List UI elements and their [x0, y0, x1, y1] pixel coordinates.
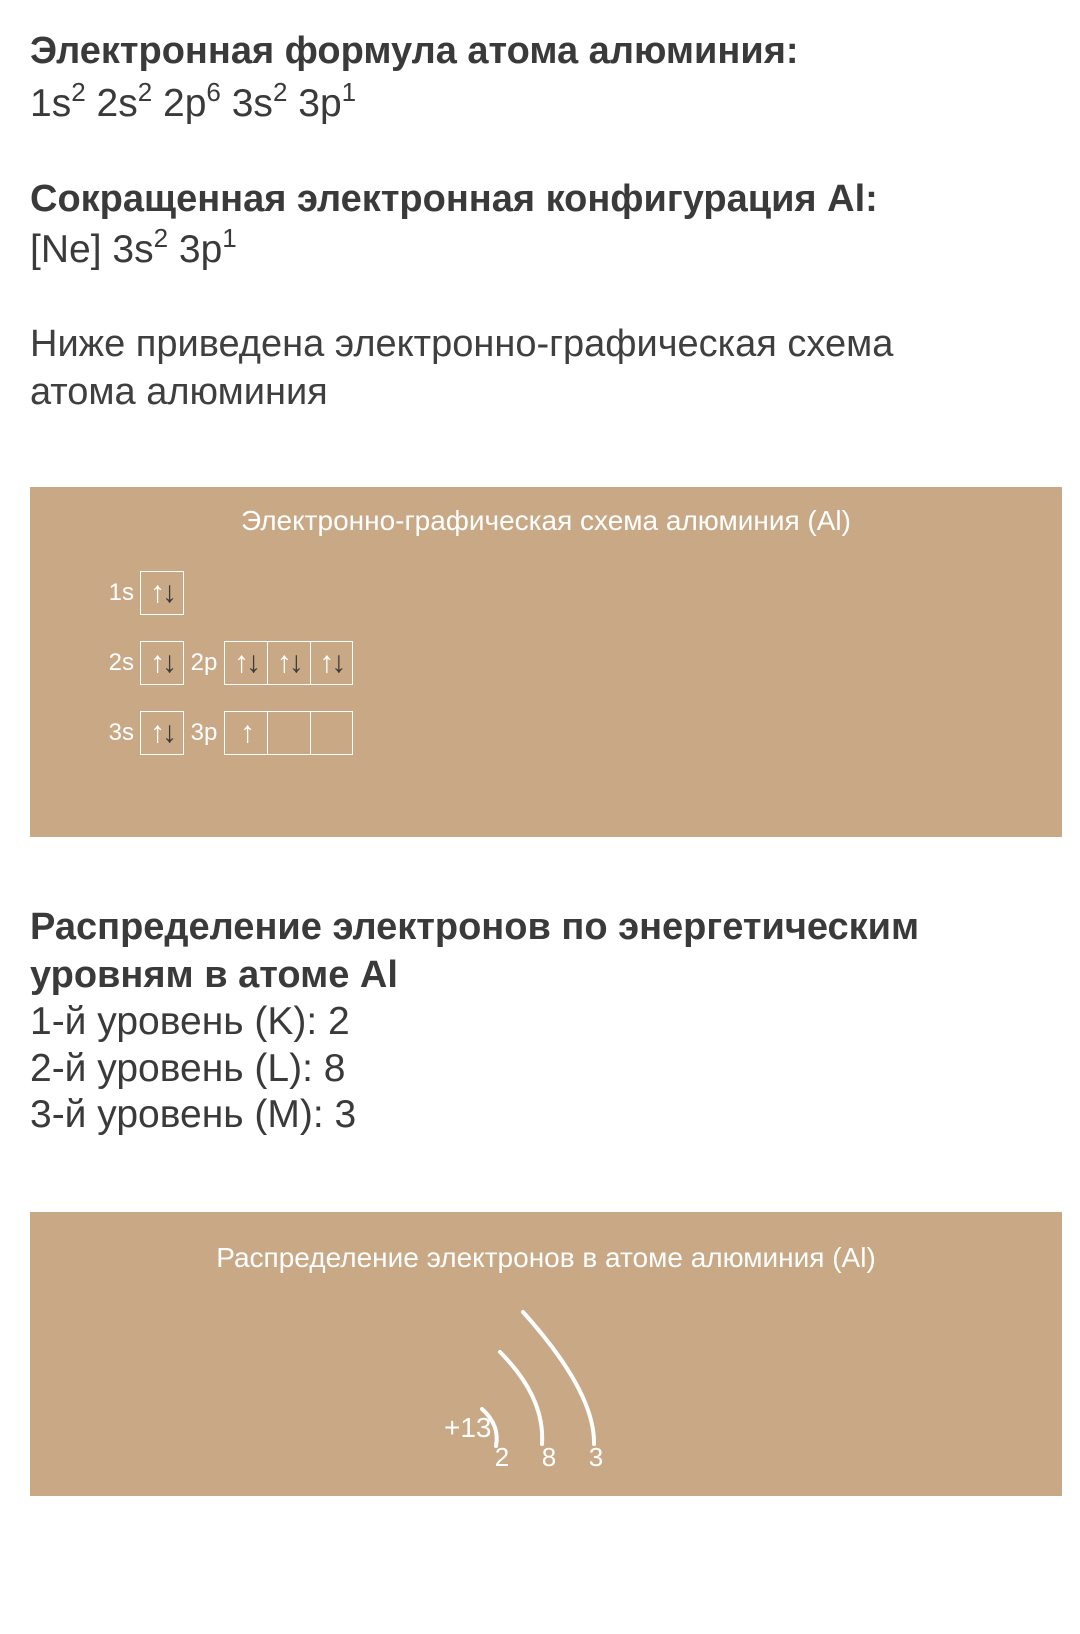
level-m: 3-й уровень (M): 3 [30, 1093, 357, 1136]
term-exponent: 2 [272, 77, 288, 107]
term-exponent: 2 [153, 223, 169, 253]
short-electron-formula [30, 223, 237, 272]
formula-term [30, 77, 86, 125]
orbital-cell [140, 711, 184, 755]
formula-term [112, 223, 169, 271]
term-base: 3p [178, 228, 223, 271]
spin-up-arrow-icon: ↑ [150, 646, 162, 679]
spin-up-arrow-icon: ↑ [240, 716, 252, 749]
spin-up-arrow-icon: ↑ [319, 646, 332, 679]
sublevel-label: 2p [190, 649, 218, 676]
term-base: 2p [163, 82, 207, 125]
formula-term [163, 77, 221, 125]
formula-term [178, 223, 237, 271]
shell-count-2: 8 [541, 1442, 557, 1472]
sublevel-label: 1s [108, 579, 134, 606]
intro-line-2: атома алюминия [30, 371, 328, 413]
level-k: 1-й уровень (K): 2 [30, 1000, 350, 1043]
orbital-scheme-title: Электронно-графическая схема алюминия (Al) [241, 505, 851, 536]
term-base: 1s [30, 82, 72, 125]
orbital-cell [224, 641, 268, 685]
orbital-row-2s [98, 640, 353, 686]
shell-arc-2 [500, 1352, 542, 1444]
spin-up-arrow-icon: ↑ [276, 646, 289, 679]
orbital-row-3s [98, 710, 353, 756]
nucleus-charge: +13 [444, 1412, 492, 1443]
term-base: 3s [231, 82, 273, 125]
level-l: 2-й уровень (L): 8 [30, 1047, 346, 1090]
spin-up-arrow-icon: ↑ [150, 716, 162, 749]
term-exponent: 6 [206, 77, 221, 107]
shell-distribution-title: Распределение электронов в атоме алюминия (Al) [216, 1242, 876, 1273]
term-base: 2s [96, 82, 138, 125]
spin-down-arrow-icon: ↓ [288, 646, 301, 679]
orbital-cell [268, 641, 311, 685]
electron-formula [30, 77, 357, 126]
term-base: 3s [112, 228, 154, 271]
spin-down-arrow-icon: ↓ [162, 716, 174, 749]
spin-down-arrow-icon: ↓ [162, 576, 174, 609]
spin-up-arrow-icon: ↑ [150, 576, 162, 609]
shell-count-1: 2 [494, 1442, 510, 1472]
orbital-cell [268, 711, 311, 755]
formula-term [96, 77, 153, 125]
formula-heading: Электронная формула атома алюминия: [30, 30, 799, 72]
orbital-cell [224, 711, 268, 755]
shell-diagram [30, 1212, 1062, 1496]
spin-up-arrow-icon: ↑ [234, 646, 246, 679]
shell-distribution-panel [30, 1212, 1062, 1496]
orbital-cell [311, 711, 354, 755]
term-exponent: 1 [341, 77, 357, 107]
orbital-cell [140, 571, 184, 615]
term-exponent: 2 [137, 77, 153, 107]
term-exponent: 1 [222, 223, 237, 253]
spin-down-arrow-icon: ↓ [246, 646, 258, 679]
shell-arc-3 [523, 1312, 594, 1444]
sublevel-label: 2s [108, 649, 134, 676]
term-base: 3p [298, 82, 342, 125]
orbital-scheme-panel [30, 487, 1062, 837]
intro-line-1: Ниже приведена электронно-графическая схема [30, 323, 894, 365]
orbital-cell [140, 641, 184, 685]
levels-heading-line-2: уровням в атоме Al [30, 954, 398, 996]
short-config-heading: Сокращенная электронная конфигурация Al: [30, 178, 878, 220]
spin-down-arrow-icon: ↓ [331, 646, 344, 679]
shell-count-3: 3 [588, 1442, 604, 1472]
orbital-row-1s [98, 570, 184, 616]
sublevel-label: 3p [190, 719, 218, 746]
formula-term [298, 77, 357, 125]
sublevel-label: 3s [108, 719, 134, 746]
formula-term [231, 77, 288, 125]
formula-prefix: [Ne] [30, 228, 102, 271]
term-exponent: 2 [71, 77, 86, 107]
orbital-cell [311, 641, 354, 685]
levels-heading-line-1: Распределение электронов по энергетическим [30, 906, 920, 948]
spin-down-arrow-icon: ↓ [162, 646, 174, 679]
